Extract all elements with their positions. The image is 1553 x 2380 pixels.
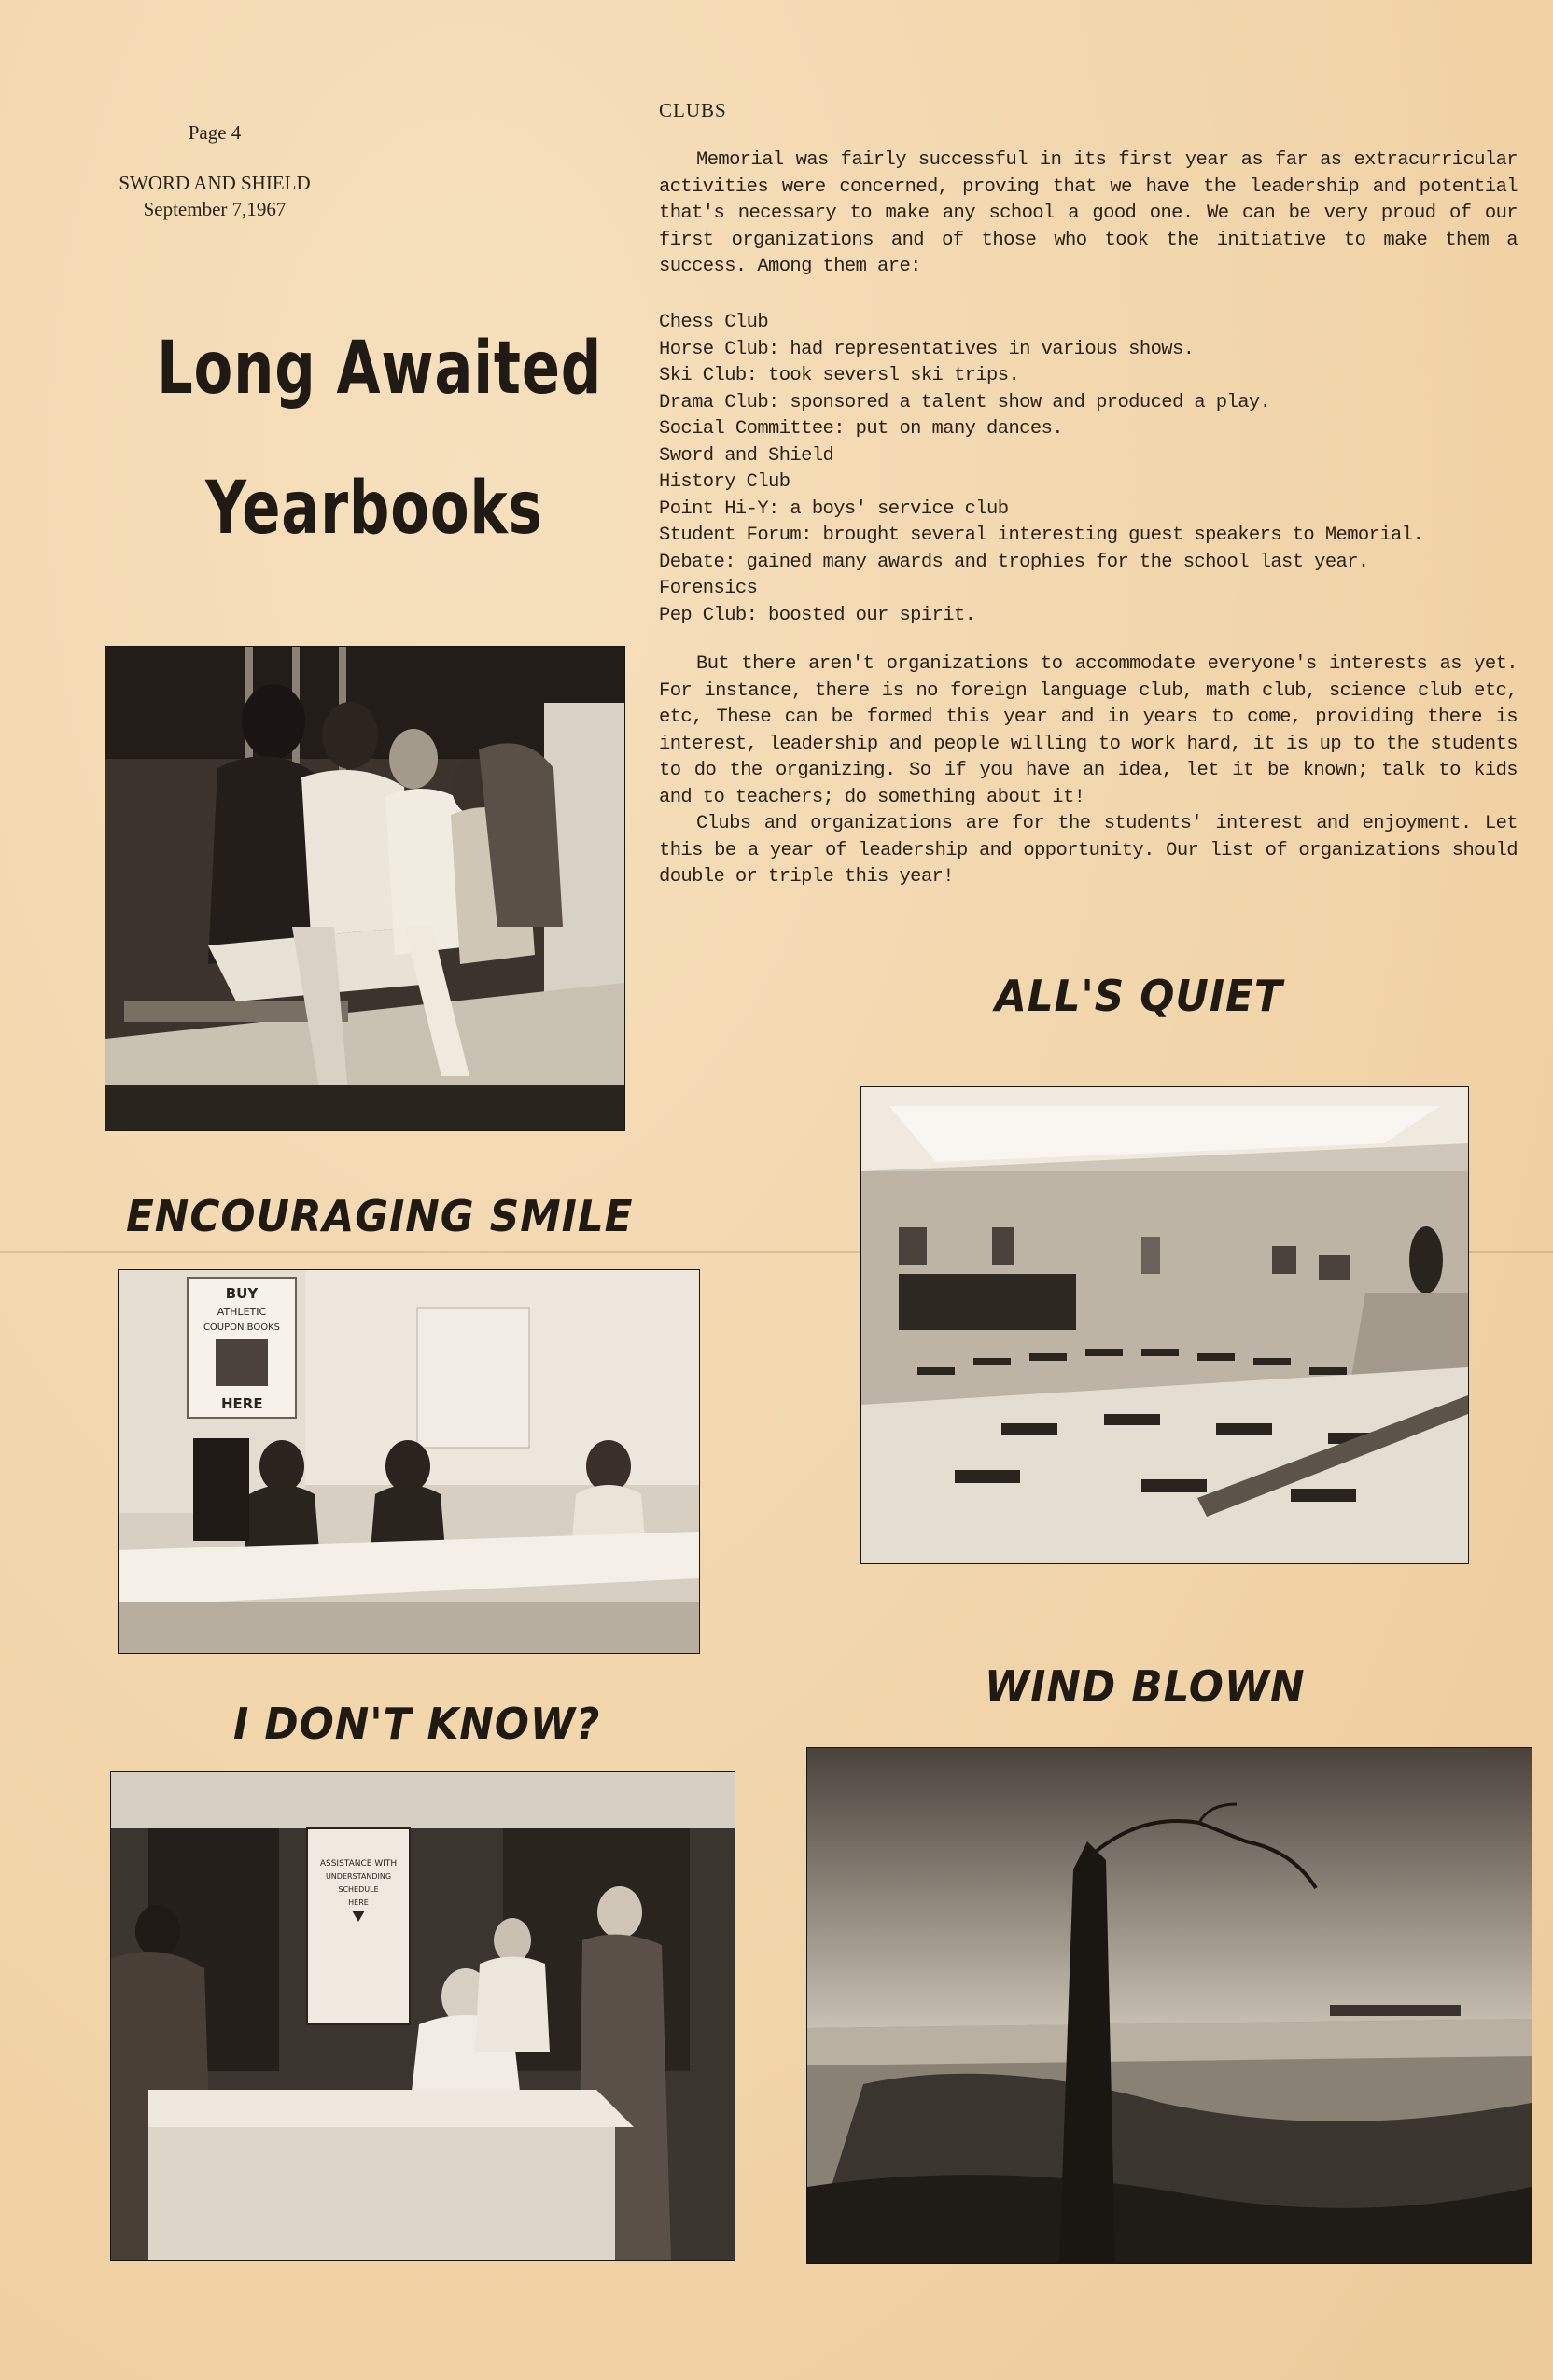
list-item: Chess Club [659,312,769,333]
closing-paragraph-2: Clubs and organizations are for the students' interest and enjoyment. Let this be a year of leadership and opportunity. Our list of organizations should double or triple this year! [659,813,1518,888]
list-item: Ski Club: took seversl ski trips. [659,365,1020,386]
intro-paragraph: Memorial was fairly successful in its first year as far as extracurricular activities were concerned, proving that we have the leadership and potential that's necessary to make any school a good one. We can be very proud of our first organizations and of those who took the initiative to make them a success. Among them are: [659,149,1518,277]
list-item: Debate: gained many awards and trophies for the school last year. [659,551,1369,573]
sign-assist-4: HERE [348,1898,369,1907]
photo-coupon-table [118,1269,700,1654]
caption-wind-blown: WIND BLOWN [985,1661,1306,1712]
photo-empty-classroom [860,1086,1469,1564]
sign-assist-3: SCHEDULE [338,1885,379,1894]
page-number: Page 4 [188,121,242,144]
headline-line-1: Long Awaited [157,327,603,411]
list-item: Point Hi-Y: a boys' service club [659,497,1009,520]
club-list [659,310,1518,629]
list-item: Student Forum: brought several interesting guest speakers to Memorial. [659,525,1424,546]
sign-assist-2: UNDERSTANDING [325,1872,392,1881]
clubs-intro [659,147,1518,281]
headline-line-2: Yearbooks [205,467,543,551]
photo-lone-tree [806,1747,1532,2264]
photo-yearbook-readers [105,646,625,1131]
masthead [93,119,336,222]
poster-buy: BUY [225,1285,259,1302]
list-item: Horse Club: had representatives in various shows. [659,338,1195,360]
list-item: History Club [659,471,790,493]
poster-coupon: COUPON BOOKS [203,1323,281,1333]
list-item: Social Committee: put on many dances. [659,418,1063,440]
caption-i-dont-know: I DON'T KNOW? [233,1699,601,1749]
list-item: Forensics [659,578,758,599]
poster-athletic: ATHLETIC [217,1306,267,1318]
poster-here: HERE [221,1395,263,1412]
list-item: Pep Club: boosted our spirit. [659,604,976,626]
issue-date: September 7,1967 [143,198,287,220]
list-item: Sword and Shield [659,444,834,467]
paper-name: SWORD AND SHIELD [119,172,311,194]
sign-assist-1: ASSISTANCE WITH [319,1859,398,1869]
closing-paragraph-1: But there aren't organizations to accommodate everyone's interests as yet. For instance, there is no foreign language club, math club, science club etc, etc, These can be formed this year and in years to come, providing there is interest, leadership and people willing to work hard, it is up to the students to do the organizing. So if you have an idea, let it be known; talk to kids and to teachers; do something about it! [659,653,1518,808]
clubs-closing [659,651,1518,891]
photo-schedule-assistance [110,1771,735,2261]
clubs-heading: CLUBS [659,99,727,121]
caption-encouraging-smile: ENCOURAGING SMILE [126,1191,634,1241]
list-item: Drama Club: sponsored a talent show and produced a play. [659,391,1271,413]
caption-alls-quiet: ALL'S QUIET [995,971,1283,1021]
